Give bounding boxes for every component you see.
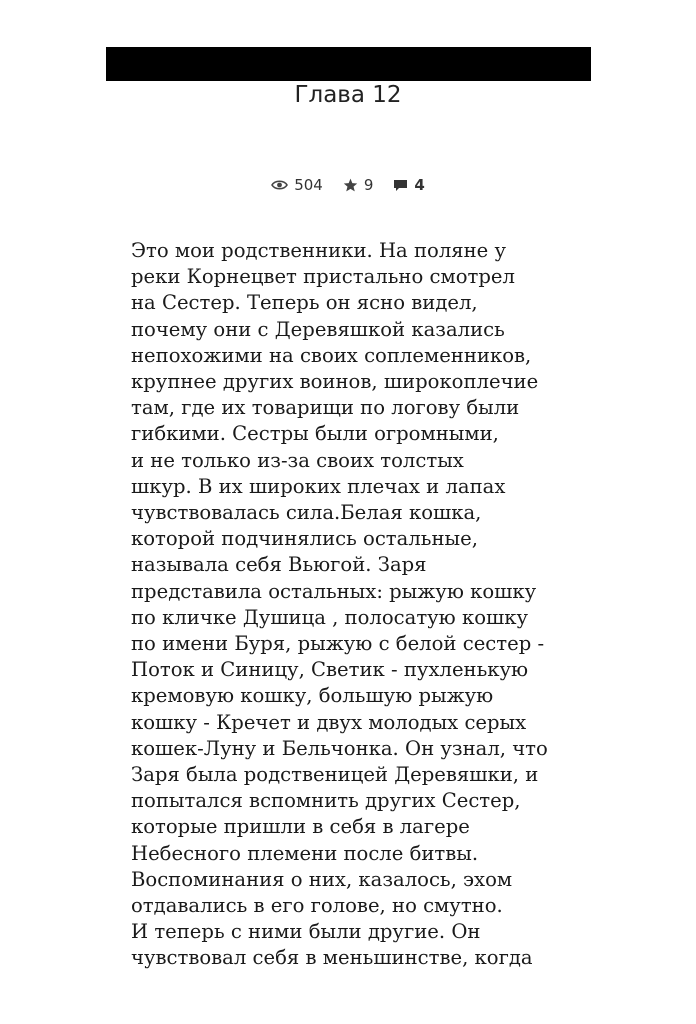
- chapter-title: Глава 12: [294, 82, 402, 108]
- text-line: по имени Буря, рыжую с белой сестер -: [131, 632, 545, 656]
- eye-icon: [271, 179, 288, 191]
- text-line: там, где их товарищи по логову были: [131, 396, 520, 420]
- comments-count: 4: [414, 176, 425, 194]
- text-line: гибкими. Сестры были огромными,: [131, 422, 499, 446]
- star-icon: [343, 178, 358, 192]
- text-line: крупнее других воинов, широкоплечие: [131, 370, 539, 394]
- text-line: кошку - Кречет и двух молодых серых: [131, 710, 527, 734]
- text-line: Это мои родственники. На поляне у: [131, 239, 507, 262]
- text-line: кремовую кошку, большую рыжую: [131, 684, 494, 708]
- text-line: называла себя Вьюгой. Заря: [131, 553, 427, 577]
- text-line: чувствовал себя в меньшинстве, когда: [131, 946, 533, 970]
- text-line: почему они с Деревяшкой казались: [131, 317, 505, 341]
- stars-stat: [343, 176, 374, 194]
- text-line: реки Корнецвет пристально смотрел: [131, 265, 515, 289]
- comments-stat: [393, 176, 424, 194]
- chapter-stats: [0, 176, 696, 194]
- text-line: Небесного племени после битвы.: [131, 841, 479, 865]
- text-line: попытался вспомнить других Сестер,: [131, 789, 521, 813]
- text-line: отдавались в его голове, но смутно.: [131, 894, 503, 918]
- text-line: И теперь с ними были другие. Он: [131, 920, 481, 944]
- text-line: по кличке Душица , полосатую кошку: [131, 605, 529, 629]
- text-line: Поток и Синицу, Светик - пухленькую: [131, 658, 529, 682]
- views-count: 504: [294, 176, 323, 194]
- top-black-bar: [106, 47, 591, 81]
- comment-icon: [393, 179, 408, 192]
- text-line: и не только из-за своих толстых: [131, 448, 464, 472]
- text-line: шкур. В их широких плечах и лапах: [131, 474, 506, 498]
- text-line: которые пришли в себя в лагере: [131, 815, 470, 839]
- text-line: непохожими на своих соплеменников,: [131, 343, 532, 367]
- text-line: на Сестер. Теперь он ясно видел,: [131, 291, 478, 315]
- text-line: чувствовалась сила.Белая кошка,: [131, 501, 482, 525]
- text-line: представила остальных: рыжую кошку: [131, 579, 537, 603]
- views-stat: [271, 176, 323, 194]
- text-line: которой подчинялись остальные,: [131, 527, 478, 551]
- text-line: Заря была родственицей Деревяшки, и: [131, 763, 539, 787]
- text-line: Воспоминания о них, казалось, эхом: [131, 867, 513, 891]
- text-line: кошек-Луну и Бельчонка. Он узнал, что: [131, 736, 548, 760]
- chapter-body-text: [131, 238, 591, 976]
- stars-count: 9: [363, 176, 374, 194]
